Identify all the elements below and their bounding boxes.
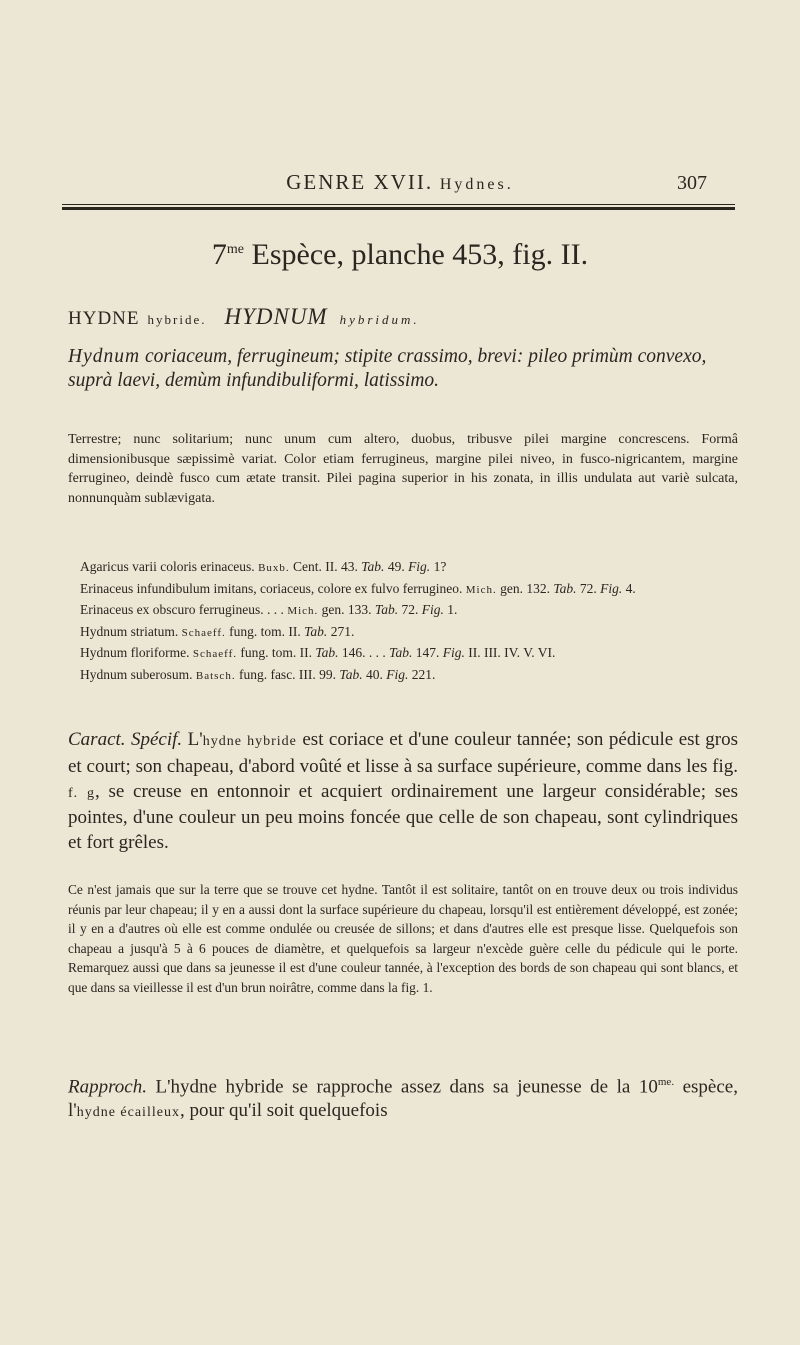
caract-species-name: hydne hybride [202,734,297,749]
caract-label: Caract. Spécif. [68,729,183,750]
diagnosis-text: coriaceum, ferrugineum; stipite crassimo, brevi: pileo primùm convexo, suprà laevi, demùm infundibuliformi, latissimo. [68,346,707,391]
synonyms-list [80,557,740,686]
synonym-item: Hydnum striatum. Schaeff. fung. tom. II. Tab. 271. [80,623,355,639]
french-name: HYDNE [68,308,140,329]
species-names [68,304,420,330]
rapproch-species-name: hydne écailleux [76,1105,180,1121]
species-number-sup: me [226,242,245,257]
species-title [0,238,800,272]
specific-characters: Caract. Spécif. L'hydne hybride est coriace et d'une couleur tannée; son pédicule est gros et court; son chapeau, d'abord voûté et lisse à sa surface supérieure, comme dans les fig. f. g, se creuse en entonnoir et acquiert ordinairement une largeur considérable; ses pointes, d'une couleur un peu moins foncée que celle de son chapeau, sont cylindriques et fort grêles. [68,729,739,854]
diagnosis-genus: Hydnum [68,346,141,367]
rapproch-label: Rapproch. [68,1076,147,1098]
synonym-item: Hydnum floriforme. Schaeff. fung. tom. II. Tab. 146. . . . Tab. 147. Fig. II. III. IV. V. VI. [80,645,556,660]
header-rule-thick [62,207,735,210]
synonym-item: Agaricus varii coloris erinaceus. Buxb. Cent. II. 43. Tab. 49. Fig. 1? [80,559,447,574]
latin-epithet: hybridum. [339,312,420,327]
species-title-rest: Espèce, planche 453, fig. II. [244,238,589,271]
header-genre: GENRE XVII. [286,170,434,194]
latin-name: HYDNUM [224,304,328,329]
latin-diagnosis [68,345,738,393]
observation-paragraph: Ce n'est jamais que sur la terre que se trouve cet hydne. Tantôt il est solitaire, tantôt on en trouve deux ou trois individus réunis par leur chapeau; il y en a aussi dont la surface supérieure du chapeau, lorsqu'il est entièrement développé, est zonée; il y en a d'autres où elle est comme ondulée ou creusée de sillons; et dans d'autres elle est presque lisse. Quelquefois son chapeau a jusqu'à 5 à 6 pouces de diamètre, et quelquefois sa largeur n'excède guère celle du pédicule qui le porte. Remarquez aussi que dans sa jeunesse il est d'une couleur tannée, à l'exception des bords de son chapeau qui sont blancs, et que dans sa vieillesse il est d'un brun noirâtre, comme dans la fig. 1. [68,882,738,995]
synonym-item: Erinaceus infundibulum imitans, coriaceus, colore ex fulvo ferrugineo. Mich. gen. 132. Tab. 72. Fig. 4. [80,580,636,596]
header-hydnes: Hydnes. [439,176,514,193]
synonym-item: Erinaceus ex obscuro ferrugineus. . . . Mich. gen. 133. Tab. 72. Fig. 1. [80,602,458,617]
page-number: 307 [677,172,707,194]
rapprochement: Rapproch. L'hydne hybride se rapproche assez dans sa jeunesse de la $10^{me.}$ espèce, l'hydne écailleux, pour qu'il soit quelquefois [68,1076,738,1122]
header-rule-thin [62,204,735,205]
running-header [0,170,800,198]
latin-description: Terrestre; nunc solitarium; nunc unum cum altero, duobus, tribusve pilei margine concrescens. Formâ dimensionibusque sæpissimè variat. Color etiam ferrugineus, margine pilei niveo, in fusco-nigricantem, margine ferrugineo, deindè fusco cum ætate transit. Pilei pagina superior in his zonata, in illis undulata aut variè sulcata, nonnunquàm sublævigata. [68,432,738,506]
species-number: 7 [211,238,227,271]
synonym-item: Hydnum suberosum. Batsch. fung. fasc. III. 99. Tab. 40. Fig. 221. [80,666,436,682]
french-epithet: hybride. [147,312,207,327]
